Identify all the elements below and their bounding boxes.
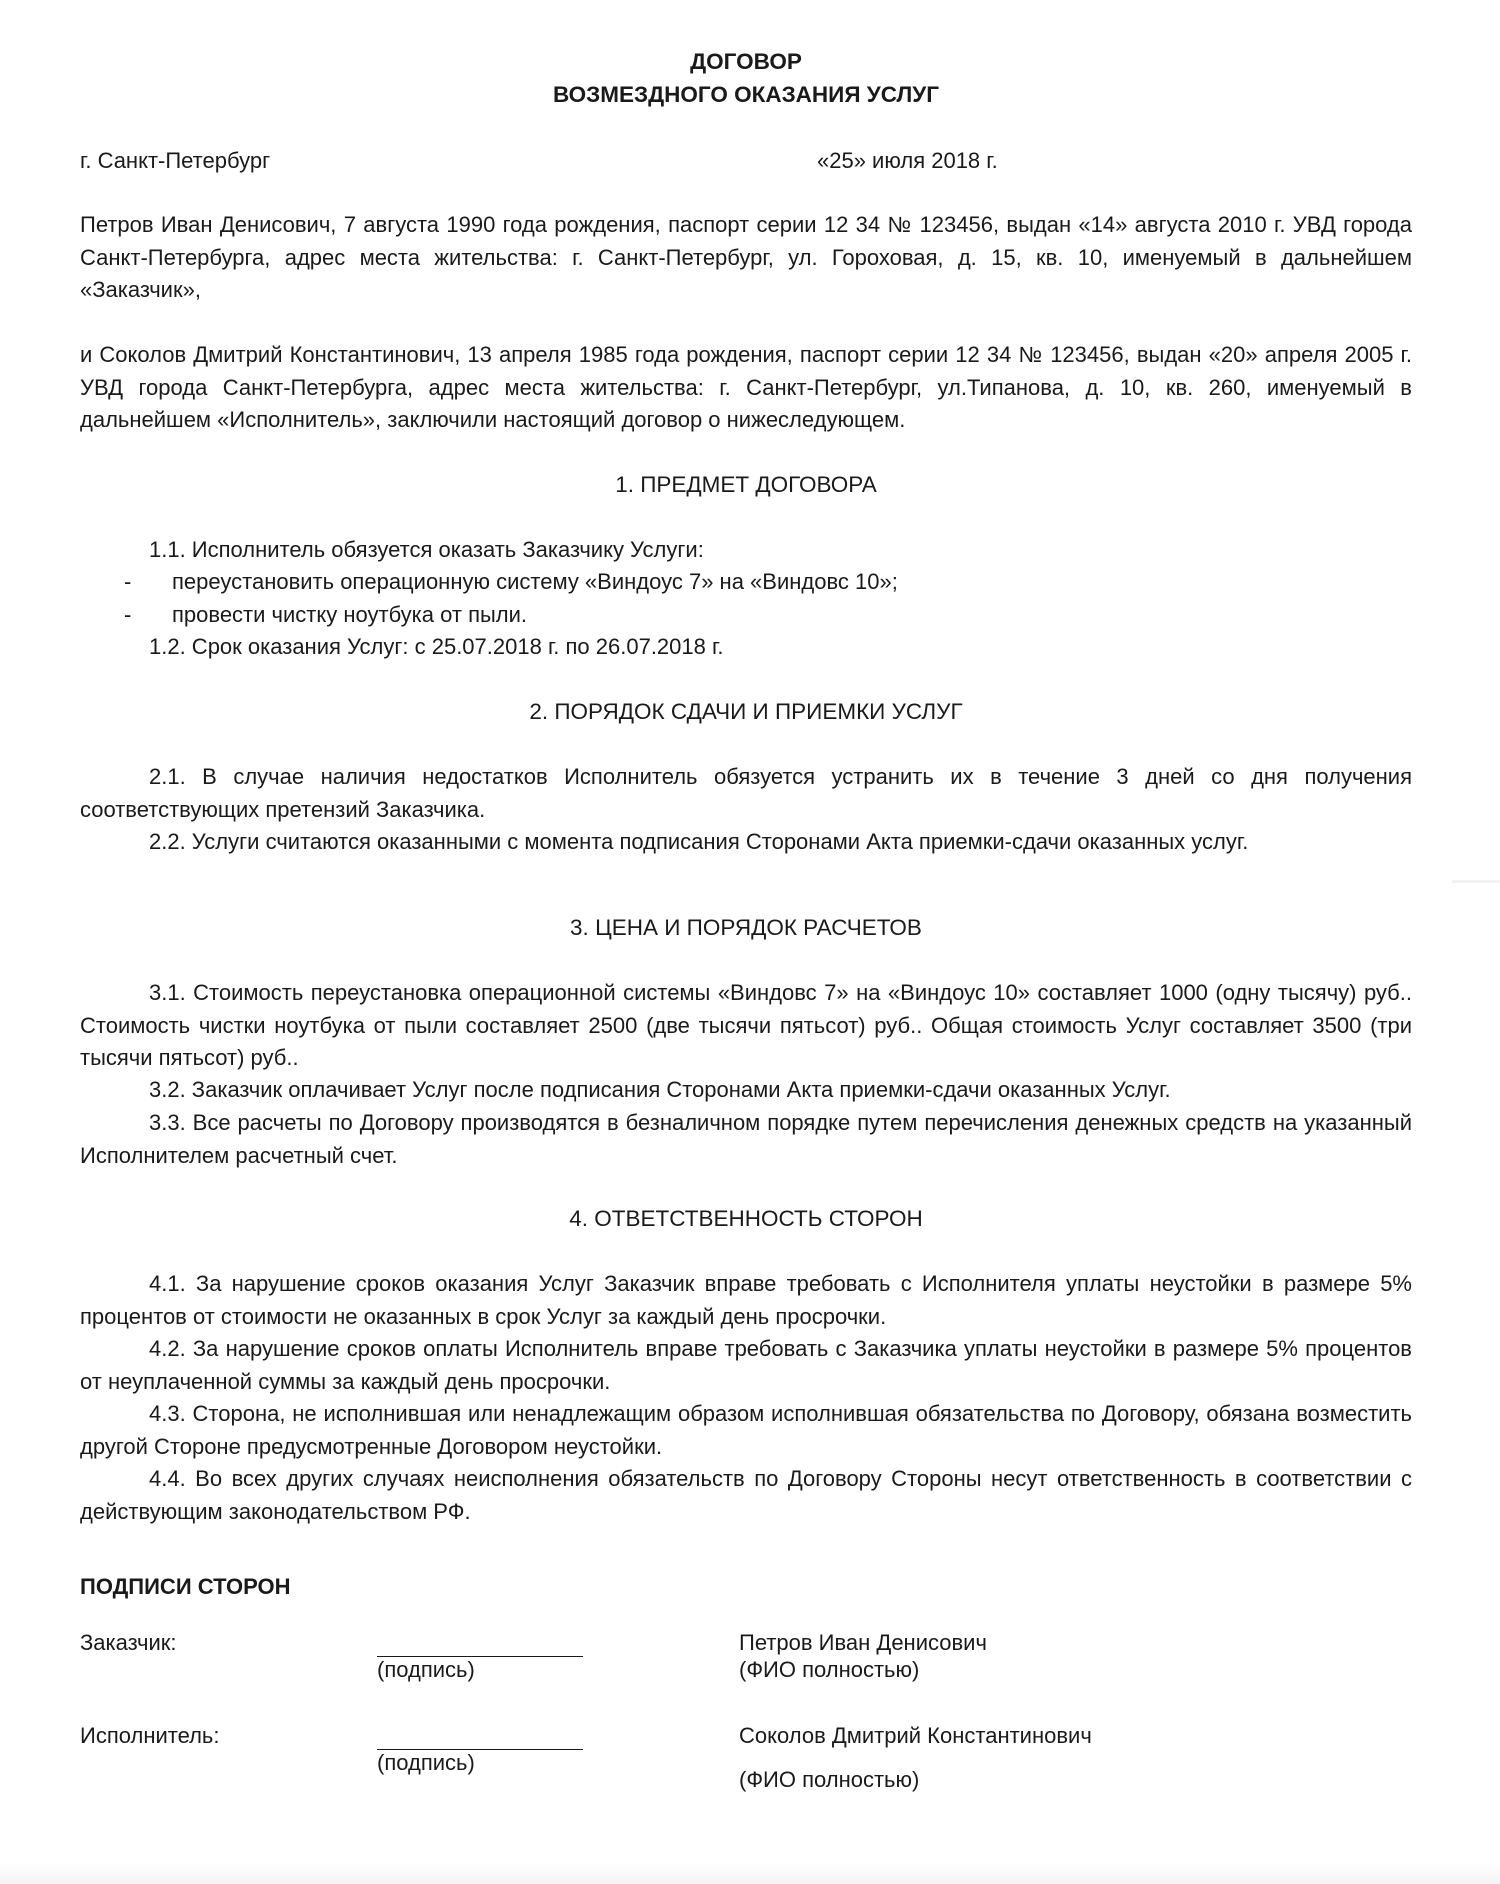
document-title-line2: ВОЗМЕЗДНОГО ОКАЗАНИЯ УСЛУГ bbox=[552, 82, 939, 107]
list-item: переустановить операционную систему «Виндоус 7» на «Виндовс 10»; bbox=[172, 569, 898, 594]
list-bullet-dash: - bbox=[124, 602, 132, 627]
section4-clause-4-1: 4.1. За нарушение сроков оказания Услуг Заказчик вправе требовать с Исполнителя уплаты неустойки в размере 5% процентов от стоимости не оказанных в срок Услуг за каждый день просрочки. bbox=[80, 1271, 1412, 1329]
executor-signature-caption: (подпись) bbox=[377, 1750, 475, 1775]
section1-heading: 1. ПРЕДМЕТ ДОГОВОРА bbox=[615, 472, 877, 497]
section3-clause-3-2: 3.2. Заказчик оплачивает Услуг после подписания Сторонами Акта приемки-сдачи оказанных Услуг. bbox=[149, 1077, 1171, 1102]
signatures-heading: ПОДПИСИ СТОРОН bbox=[80, 1574, 291, 1599]
contract-city: г. Санкт-Петербург bbox=[80, 148, 271, 173]
customer-signature-caption: (подпись) bbox=[377, 1657, 475, 1682]
page-edge-mark bbox=[1452, 880, 1500, 883]
customer-label: Заказчик: bbox=[80, 1630, 177, 1655]
party-customer-paragraph: Петров Иван Денисович, 7 августа 1990 года рождения, паспорт серии 12 34 № 123456, выдан «14» августа 2010 г. УВД города Санкт-Петербурга, адрес места жительства: г. Санкт-Петербург, ул. Гороховая, д. 15, кв. 10, именуемый в дальнейшем «Заказчик», bbox=[80, 212, 1412, 302]
list-item: провести чистку ноутбука от пыли. bbox=[172, 602, 528, 627]
section3-clause-3-3: 3.3. Все расчеты по Договору производятся в безналичном порядке путем перечисления денежных средств на указанный Исполнителем расчетный счет. bbox=[80, 1110, 1412, 1168]
section3-heading: 3. ЦЕНА И ПОРЯДОК РАСЧЕТОВ bbox=[570, 915, 922, 940]
executor-full-name: Соколов Дмитрий Константинович bbox=[739, 1723, 1092, 1748]
contract-date: «25» июля 2018 г. bbox=[817, 148, 998, 173]
section3-clause-3-1: 3.1. Стоимость переустановка операционной системы «Виндовс 7» на «Виндоус 10» составляет 1000 (одну тысячу) руб.. Стоимость чистки ноутбука от пыли составляет 2500 (две тысячи пятьсот) руб.. Общая стоимость Услуг составляет 3500 (три тысячи пятьсот) руб.. bbox=[80, 980, 1412, 1070]
section1-clause-1-2: 1.2. Срок оказания Услуг: с 25.07.2018 г. по 26.07.2018 г. bbox=[149, 634, 724, 659]
list-bullet-dash: - bbox=[124, 569, 132, 594]
executor-label: Исполнитель: bbox=[80, 1723, 220, 1748]
contract-document bbox=[80, 0, 1412, 1884]
party-executor-paragraph: и Соколов Дмитрий Константинович, 13 апреля 1985 года рождения, паспорт серии 12 34 № 123456, выдан «20» апреля 2005 г. УВД города Санкт-Петербурга, адрес места жительства: г. Санкт-Петербург, ул.Типанова, д. 10, кв. 260, именуемый в дальнейшем «Исполнитель», заключили настоящий договор о нижеследующем. bbox=[80, 342, 1412, 432]
executor-name-caption: (ФИО полностью) bbox=[739, 1767, 920, 1792]
page-bottom-shade bbox=[0, 1862, 1500, 1884]
section4-clause-4-4: 4.4. Во всех других случаях неисполнения обязательств по Договору Стороны несут ответственность в соответствии с действующим законодательством РФ. bbox=[80, 1466, 1412, 1524]
section1-clause-1-1: 1.1. Исполнитель обязуется оказать Заказчику Услуги: bbox=[149, 537, 704, 562]
customer-name-caption: (ФИО полностью) bbox=[739, 1657, 920, 1682]
section4-heading: 4. ОТВЕТСТВЕННОСТЬ СТОРОН bbox=[569, 1206, 923, 1231]
section4-clause-4-2: 4.2. За нарушение сроков оплаты Исполнитель вправе требовать с Заказчика уплаты неустойки в размере 5% процентов от неуплаченной суммы за каждый день просрочки. bbox=[80, 1336, 1412, 1394]
section2-clause-2-2: 2.2. Услуги считаются оказанными с момента подписания Сторонами Акта приемки-сдачи оказанных услуг. bbox=[149, 829, 1249, 854]
section4-clause-4-3: 4.3. Сторона, не исполнившая или ненадлежащим образом исполнившая обязательства по Договору, обязана возместить другой Стороне предусмотренные Договором неустойки. bbox=[80, 1401, 1412, 1459]
document-title-line1: ДОГОВОР bbox=[690, 49, 802, 74]
section2-clause-2-1: 2.1. В случае наличия недостатков Исполнитель обязуется устранить их в течение 3 дней со дня получения соответствующих претензий Заказчика. bbox=[80, 764, 1412, 822]
customer-full-name: Петров Иван Денисович bbox=[739, 1630, 987, 1655]
section2-heading: 2. ПОРЯДОК СДАЧИ И ПРИЕМКИ УСЛУГ bbox=[529, 699, 963, 724]
